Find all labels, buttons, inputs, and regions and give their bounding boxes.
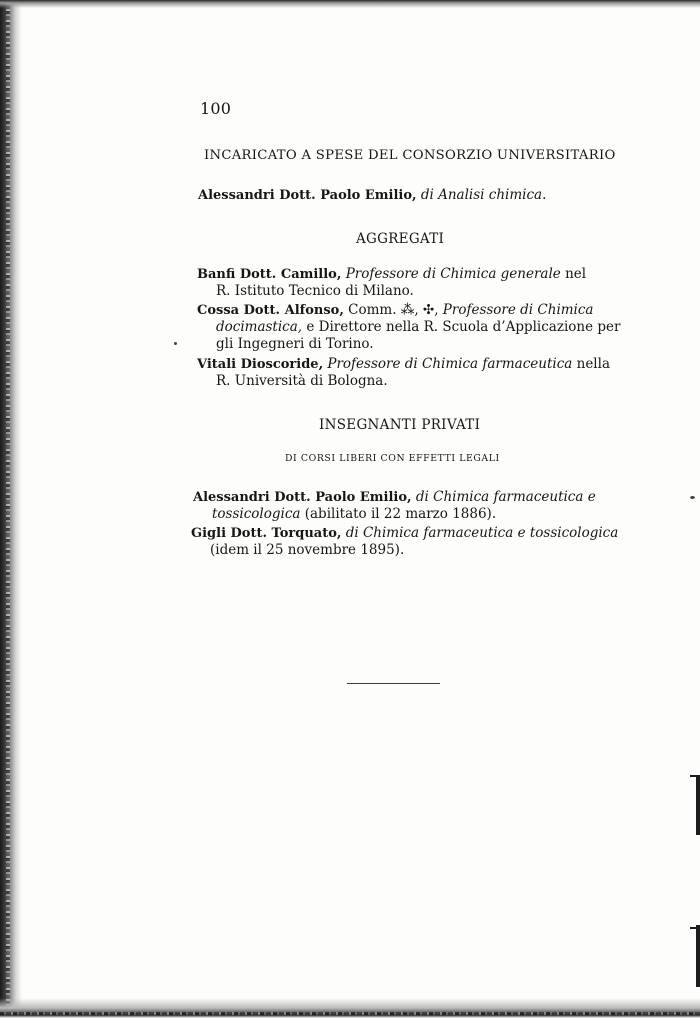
entry-continuation: R. Istituto Tecnico di Milano. <box>216 283 414 299</box>
entry-role: Professore di Chimica farmaceutica <box>327 356 573 372</box>
entry-name: Cossa Dott. Alfonso, <box>197 303 344 318</box>
entry-name: Gigli Dott. Torquato, <box>191 526 342 541</box>
entry-name: Banfi Dott. Camillo, <box>197 267 342 282</box>
entry-alessandri-privato <box>193 489 596 523</box>
entry-cossa <box>197 302 620 353</box>
entry-role: tossicologica <box>212 506 301 522</box>
entry-honors: Comm. ⁂, ✣, <box>348 302 439 318</box>
entry-name: Alessandri Dott. Paolo Emilio, <box>198 188 417 203</box>
entry-alessandri-incaricato <box>198 187 546 204</box>
scan-right-tick <box>690 775 700 777</box>
entry-role: docimastica, <box>216 319 303 335</box>
subheading-corsi-liberi: DI CORSI LIBERI CON EFFETTI LEGALI <box>285 453 500 464</box>
scan-speck <box>174 342 177 345</box>
entry-continuation <box>197 319 620 336</box>
entry-continuation <box>193 506 596 523</box>
entry-continuation: (idem il 25 novembre 1895). <box>210 542 405 558</box>
closing-rule <box>347 683 440 684</box>
entry-text: nella <box>576 356 610 372</box>
scan-bottom-edge <box>0 998 700 1024</box>
entry-text: e Direttore nella R. Scuola d’Applicazione per <box>306 319 621 335</box>
scan-right-mark <box>696 775 700 835</box>
scan-right-mark <box>696 925 700 987</box>
entry-name: Vitali Dioscoride, <box>197 357 324 372</box>
scan-left-edge <box>0 0 22 1024</box>
heading-incaricato: INCARICATO A SPESE DEL CONSORZIO UNIVERSITARIO <box>204 148 616 163</box>
entry-role: di Chimica farmaceutica e tossicologica <box>345 525 619 541</box>
entry-text: (abilitato il 22 marzo 1886). <box>304 506 497 522</box>
entry-continuation: R. Università di Bologna. <box>216 373 388 389</box>
heading-aggregati: AGGREGATI <box>356 231 445 247</box>
entry-role: di Analisi chimica. <box>420 187 547 203</box>
heading-insegnanti-privati: INSEGNANTI PRIVATI <box>319 417 481 433</box>
entry-text: nel <box>565 266 587 282</box>
entry-gigli <box>191 525 618 559</box>
page-number: 100 <box>200 99 232 118</box>
entry-role: Professore di Chimica <box>442 302 594 318</box>
scan-speck <box>690 496 695 499</box>
entry-vitali <box>197 356 610 390</box>
entry-banfi <box>197 266 586 300</box>
entry-continuation: gli Ingegneri di Torino. <box>216 336 374 352</box>
entry-role: Professore di Chimica generale <box>345 266 561 282</box>
entry-role: di Chimica farmaceutica e <box>415 489 596 505</box>
scan-right-tick <box>690 927 700 929</box>
scan-top-edge <box>0 0 700 8</box>
entry-name: Alessandri Dott. Paolo Emilio, <box>193 490 412 505</box>
